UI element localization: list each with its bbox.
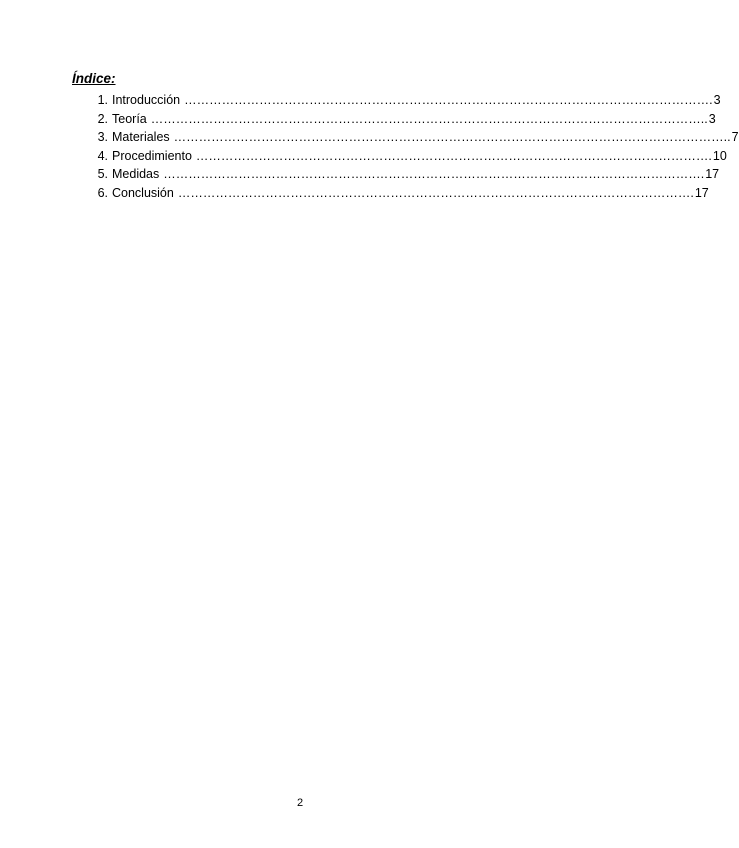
toc-entry-number: 5. xyxy=(97,167,108,182)
page-number: 2 xyxy=(296,797,304,809)
toc-title: Índice: xyxy=(72,71,116,86)
toc-entry-page: 17 xyxy=(705,167,720,182)
toc-entry-number: 4. xyxy=(97,148,108,163)
toc-entry-number: 3. xyxy=(97,130,108,145)
toc-entry-label: Medidas xyxy=(112,167,160,182)
toc-entry-page: 17 xyxy=(694,185,709,200)
toc-entry-number: 6. xyxy=(97,185,108,200)
toc-entry-procedimiento xyxy=(72,147,727,166)
toc-entry-label: Materiales xyxy=(112,130,170,145)
toc-dot-leader: …………………………………………………………………………………………………………………. xyxy=(163,167,705,182)
toc-entry-teoria xyxy=(72,110,716,129)
toc-dot-leader: ………………………………………………………………………………………………………………. xyxy=(184,93,713,107)
table-of-contents xyxy=(72,69,739,203)
toc-entry-materiales xyxy=(72,128,739,147)
toc-list xyxy=(72,91,739,203)
toc-entry-label: Conclusión xyxy=(112,185,174,200)
toc-dot-leader: …………………………………………………………………………………………………………………….. xyxy=(150,111,708,126)
toc-dot-leader: ……………………………………………………………………………………………………………. xyxy=(195,148,712,163)
toc-dot-leader: …………………………………………………………………………………………………………………….. xyxy=(173,130,731,145)
toc-entry-page: 7 xyxy=(731,130,739,145)
toc-entry-number: 1. xyxy=(97,93,108,107)
toc-entry-page: 10 xyxy=(712,148,727,163)
toc-entry-medidas xyxy=(72,165,720,184)
toc-entry-page: 3 xyxy=(708,111,716,126)
toc-entry-label: Teoría xyxy=(112,111,147,126)
toc-entry-conclusion xyxy=(72,184,709,203)
toc-entry-label: Introducción xyxy=(112,93,181,107)
toc-entry-introduccion xyxy=(72,91,721,110)
toc-entry-label: Procedimiento xyxy=(112,148,192,163)
toc-entry-number: 2. xyxy=(97,111,108,126)
toc-entry-page: 3 xyxy=(713,93,721,107)
toc-dot-leader: ……………………………………………………………………………………………………………. xyxy=(177,185,694,200)
